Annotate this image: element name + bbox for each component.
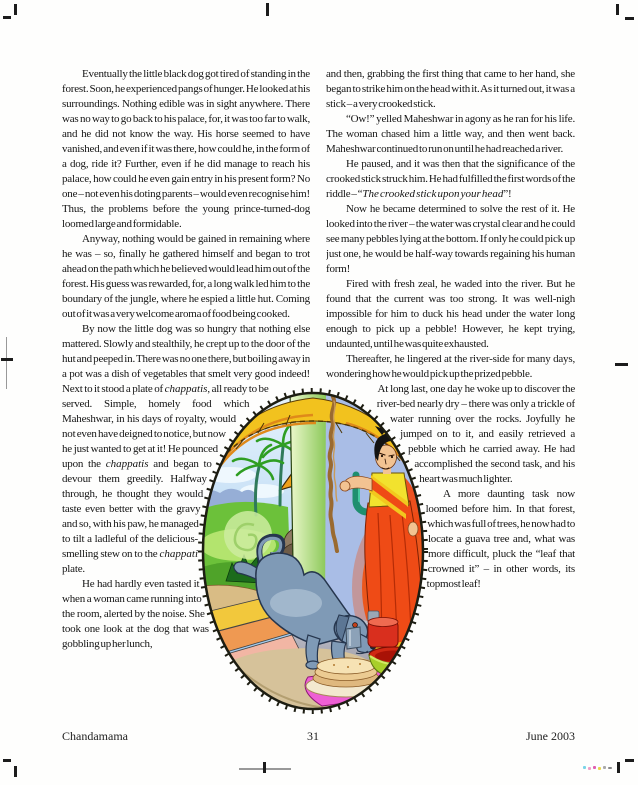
story-paragraph: He paused, and it was then that the significance of the crooked stick struck him. He had fulfilled the first words of the riddle – “The crooked stick upon your head”! <box>326 158 575 200</box>
chappati-stack <box>313 658 379 687</box>
crop-mark <box>1 358 13 361</box>
crop-mark <box>625 759 634 762</box>
crop-mark <box>266 3 269 16</box>
crop-mark <box>3 759 11 762</box>
crop-mark <box>616 4 619 15</box>
crop-mark <box>625 17 634 20</box>
aroma-swirl <box>224 511 272 559</box>
crop-mark <box>14 766 17 777</box>
story-paragraph: A more daunting task now loomed before him. In that forest, which was full of trees, he now had to locate a guava tree and, what was more difficult, pluck the “leaf that crowned it” – in other words, its topmost leaf! <box>425 488 575 590</box>
story-paragraph: Eventually the little black dog got tired of standing in the forest. Soon, he experienced pangs of hunger. He looked at his surroundings. Nothing edible was in sight anywhere. There was no way to go back to his palace, for, it was too far to walk, and he did not know the way. His horse seemed to have vanished, and even if it was there, how could he, in the form of a dog, ride it? Further, even if he did manage to reach his palace, how could he even gain entry in his present form? No one – not even his doting parents – would even recognise him! Thus, the problems before the young prince-turned-dog loomed large and formidable. <box>62 68 310 230</box>
story-illustration <box>196 383 430 717</box>
foot <box>396 673 408 680</box>
registration-line <box>6 337 7 389</box>
steel-cup <box>346 627 361 649</box>
story-paragraph: Now he became determined to solve the rest of it. He looked into the river – the water was crystal clear and he could see many pebbles lying at the bottom. If only he could pick up just one, he would be half-way towards regaining his human form! <box>326 203 575 275</box>
crop-mark <box>3 16 11 19</box>
story-paragraph: Thereafter, he lingered at the river-side for many days, wondering how he would pick up the prized pebble. <box>326 353 575 380</box>
story-paragraph: By now the little dog was so hungry that nothing else mattered. Slowly and stealthily, he crept up to the door of the hut and peeped in. There was no one there, but boiling away in a pot was a dish of vegetables that smelt very good indeed! Next to it stood a plate of chappatis, all ready to be served. Simple, homely food which Maheshwar, in his days of royalty, would not even have deigned to notice, but now he just wanted to get at it! He pounced upon the chappatis and began to devour them greedily. Halfway through, he thought they would taste even better with the gravy and so, with his paw, he managed to tilt a ladleful of the delicious-smelling stew on to the chappati plate. <box>62 323 310 575</box>
story-paragraph: At long last, one day he woke up to discover the river-bed nearly dry – there was only a trickle of water running over the rocks. Joyfully he jumped on to it, and easily retrieved a pebble which he carried away. He had accomplished the second task, and his heart was much lighter. <box>376 383 575 485</box>
dog-eye <box>353 623 358 628</box>
story-paragraph: “Ow!” yelled Maheshwar in agony as he ran for his life. The woman chased him a little way, and then went back. Maheshwar continued to run on until he had reached a river. <box>326 113 575 155</box>
story-paragraph: and then, grabbing the first thing that came to her hand, she began to strike him on the head with it. As it turned out, it was a stick – a very crooked stick. <box>326 68 575 110</box>
story-paragraph: He had hardly even tasted it when a woman came running into the room, alerted by the noise. She took one look at the dog that was gobbling up her lunch, <box>62 578 209 650</box>
hand <box>340 481 350 491</box>
crop-mark <box>14 4 17 15</box>
crop-mark <box>617 762 620 773</box>
story-paragraph: Fired with fresh zeal, he waded into the river. But he found that the current was too strong. It was well-nigh impossible for him to duck his head under the water long enough to pick up a pebble! However, he kept trying, undaunted, until he was quite exhausted. <box>326 278 575 350</box>
footer-page-number: 31 <box>307 729 319 743</box>
crop-mark <box>263 762 266 773</box>
crop-mark <box>615 363 628 366</box>
footer-magazine-title: Chandamama <box>62 729 128 743</box>
footer-issue-date: June 2003 <box>526 729 575 743</box>
story-paragraph: Anyway, nothing would be gained in remaining where he was – so, finally he gathered himself and began to trot ahead on the path which he believed would lead him out of the forest. His guess was rewarded, for, a long walk led him to the boundary of the jungle, where he espied a little hut. Coming out of it was a very welcome aroma of food being cooked. <box>62 233 310 320</box>
